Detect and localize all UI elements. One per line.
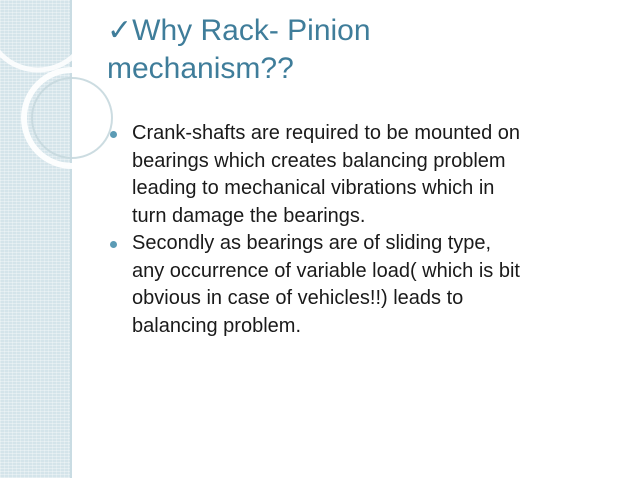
list-item bbox=[110, 230, 630, 340]
decorative-circle-mid bbox=[24, 70, 120, 166]
list-item bbox=[110, 120, 630, 230]
bullet-dot-icon bbox=[110, 241, 117, 248]
decorative-circle-outer bbox=[0, 0, 90, 70]
bullet-line: turn damage the bearings. bbox=[132, 204, 366, 227]
bullet-line: Secondly as bearings are of sliding type, bbox=[132, 232, 492, 254]
bullet-line: any occurrence of variable load( which is bit bbox=[132, 259, 520, 282]
bullet-line: obvious in case of vehicles!!) leads to bbox=[132, 287, 464, 309]
bullet-line: Crank-shafts are required to be mounted on bbox=[132, 122, 520, 144]
bullet-line: bearings which creates balancing problem bbox=[132, 149, 506, 172]
bullet-line: leading to mechanical vibrations which in bbox=[132, 177, 495, 199]
slide-title-line-1: Why Rack- Pinion bbox=[132, 14, 371, 47]
slide-title-line-2: mechanism?? bbox=[107, 52, 294, 85]
bullet-line: balancing problem. bbox=[132, 314, 301, 337]
checkmark-icon: ✓ bbox=[107, 14, 133, 47]
bullet-dot-icon bbox=[110, 131, 117, 138]
decorative-circle-inner bbox=[32, 78, 112, 158]
slide-title bbox=[107, 12, 607, 88]
bullet-list bbox=[110, 120, 630, 340]
